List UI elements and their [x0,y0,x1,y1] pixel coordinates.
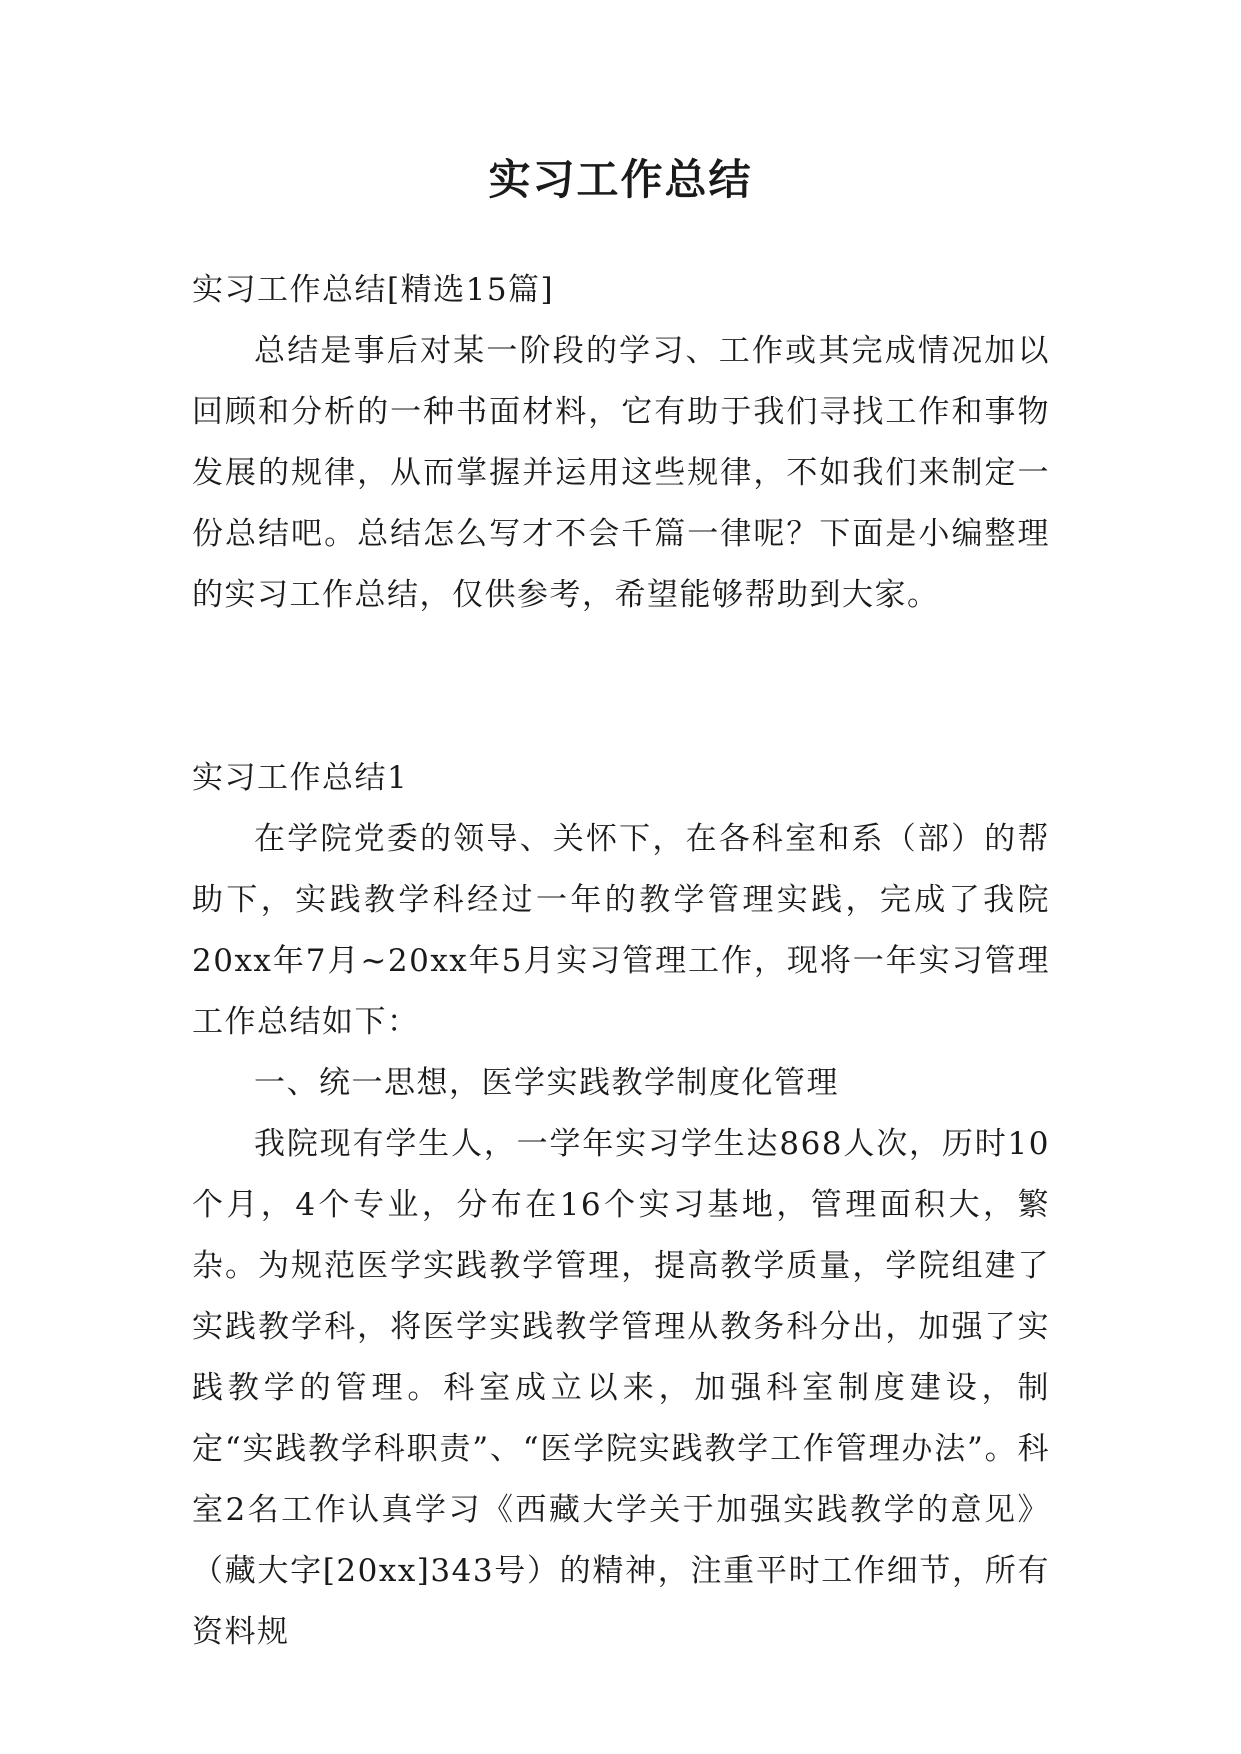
document-subtitle: 实习工作总结[精选15篇] [192,272,555,308]
section-paragraph: 在学院党委的领导、关怀下，在各科室和系（部）的帮助下，实践教学科经过一年的教学管理实践，完成了我院20xx年7月~20xx年5月实习管理工作，现将一年实习管理工作总结如下： [192,821,1050,1040]
section-subheading: 一、统一思想，医学实践教学制度化管理 [254,1065,839,1101]
section-paragraph: 我院现有学生人，一学年实习学生达868人次，历时10个月，4个专业，分布在16个实习基地，管理面积大，繁杂。为规范医学实践教学管理，提高教学质量，学院组建了实践教学科，将医学实践教学管理从教务科分出，加强了实践教学的管理。科室成立以来，加强科室制度建设，制定“实践教学科职责”、“医学院实践教学工作管理办法”。科室2名工作认真学习《西藏大学关于加强实践教学的意见》（藏大字[20xx]343号）的精神，注重平时工作细节，所有资料规 [192,1126,1050,1650]
intro-paragraph: 总结是事后对某一阶段的学习、工作或其完成情况加以回顾和分析的一种书面材料，它有助于我们寻找工作和事物发展的规律，从而掌握并运用这些规律，不如我们来制定一份总结吧。总结怎么写才不会千篇一律呢？下面是小编整理的实习工作总结，仅供参考，希望能够帮助到大家。 [192,333,1050,613]
document-title: 实习工作总结 [488,155,753,204]
section-spacer [192,626,1050,748]
document-body [192,260,1050,1663]
section-heading: 实习工作总结1 [192,760,409,796]
